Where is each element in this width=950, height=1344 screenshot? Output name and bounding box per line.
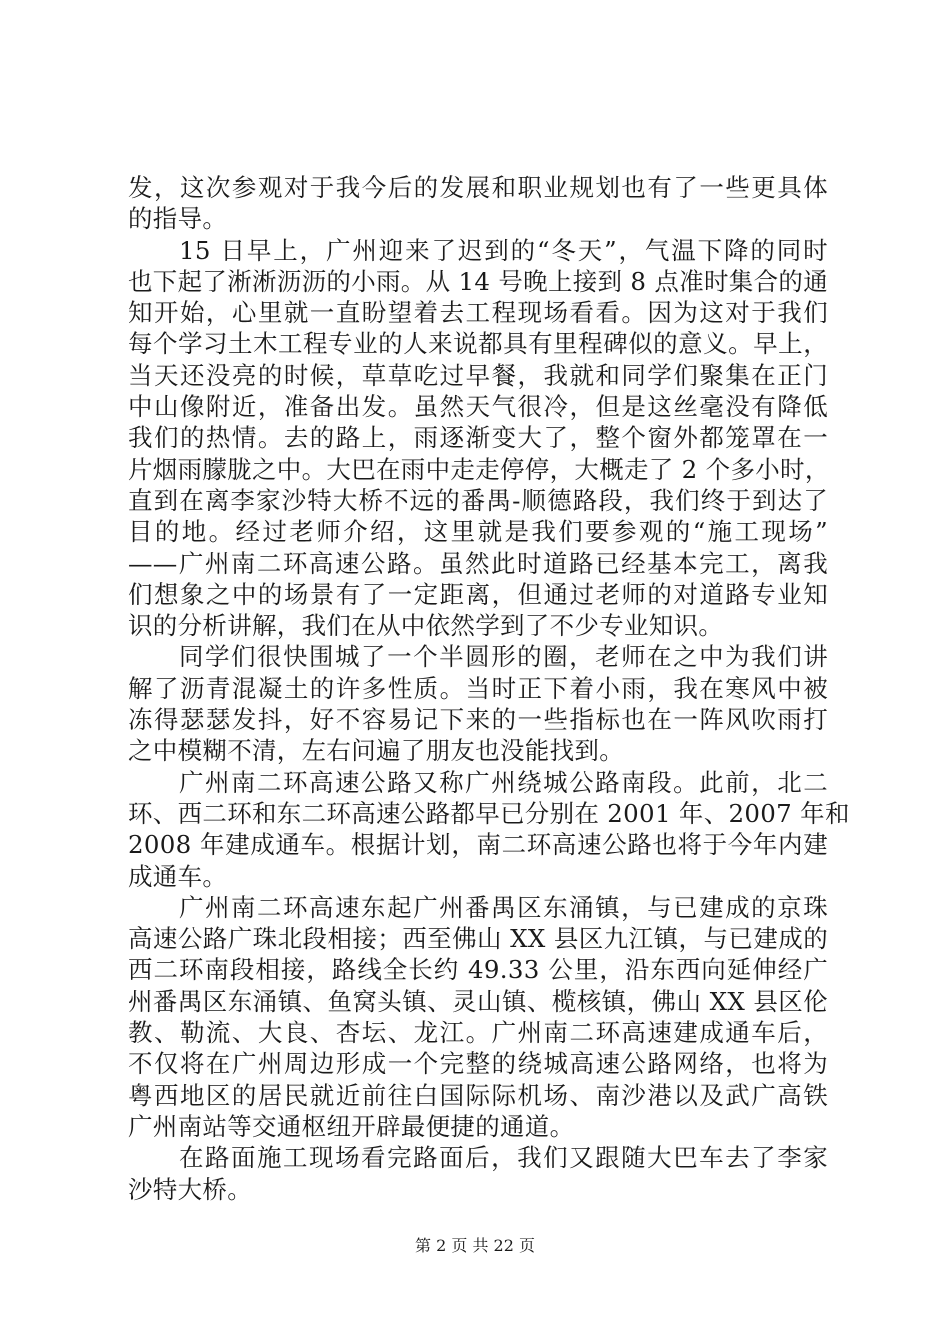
text-line: 解了沥青混凝土的许多性质。当时正下着小雨，我在寒风中被 [128,673,828,703]
text-line: 沙特大桥。 [128,1174,252,1204]
text-line: 每个学习土木工程专业的人来说都具有里程碑似的意义。早上， [128,329,828,359]
text-line: 高速公路广珠北段相接；西至佛山 XX 县区九江镇，与已建成的 [128,924,828,954]
text-line: 目的地。经过老师介绍，这里就是我们要参观的“施工现场” [128,517,828,547]
document-body [128,172,850,1205]
text-line: 同学们很快围城了一个半圆形的圈，老师在之中为我们讲 [179,642,828,672]
text-line: 15 日早上，广州迎来了迟到的“冬天”，气温下降的同时 [179,235,828,265]
text-line: 环、西二环和东二环高速公路都早已分别在 2001 年、2007 年和 [128,798,850,828]
text-line: 片烟雨朦胧之中。大巴在雨中走走停停，大概走了 2 个多小时， [128,454,830,484]
text-line: 冻得瑟瑟发抖，好不容易记下来的一些指标也在一阵风吹雨打 [128,705,828,735]
text-line: 西二环南段相接，路线全长约 49.33 公里，沿东西向延伸经广 [128,955,828,985]
text-line: 广州南二环高速公路又称广州绕城公路南段。此前，北二 [179,767,828,797]
text-line: 不仅将在广州周边形成一个完整的绕城高速公路网络，也将为 [128,1049,828,1079]
text-line: 的指导。 [128,204,228,234]
text-line: 中山像附近，准备出发。虽然天气很冷，但是这丝毫没有降低 [128,392,828,422]
text-line: 也下起了淅淅沥沥的小雨。从 14 号晚上接到 8 点准时集合的通 [128,266,829,296]
page-footer: 第 2 页 共 22 页 [415,1236,535,1255]
text-line: 在路面施工现场看完路面后，我们又跟随大巴车去了李家 [179,1143,828,1173]
text-line: 成通车。 [128,861,228,891]
text-line: 直到在离李家沙特大桥不远的番禺-顺德路段，我们终于到达了 [128,485,828,515]
text-line: 当天还没亮的时候，草草吃过早餐，我就和同学们聚集在正门 [128,360,828,390]
text-line: 知开始，心里就一直盼望着去工程现场看看。因为这对于我们 [128,298,828,328]
text-line: 2008 年建成通车。根据计划，南二环高速公路也将于今年内建 [128,830,828,860]
text-line: 粤西地区的居民就近前往白国际际机场、南沙港以及武广高铁 [128,1080,828,1110]
text-line: 发，这次参观对于我今后的发展和职业规划也有了一些更具体 [128,173,828,202]
text-line: 我们的热情。去的路上，雨逐渐变大了，整个窗外都笼罩在一 [128,423,828,453]
text-line: 广州南站等交通枢纽开辟最便捷的通道。 [128,1111,575,1141]
text-line: 州番禺区东涌镇、鱼窝头镇、灵山镇、榄核镇，佛山 XX 县区伦 [128,986,828,1016]
text-line: 教、勒流、大良、杏坛、龙江。广州南二环高速建成通车后， [128,1018,828,1048]
text-line: 识的分析讲解，我们在从中依然学到了不少专业知识。 [128,611,724,641]
text-line: 们想象之中的场景有了一定距离，但通过老师的对道路专业知 [128,579,828,609]
text-line: ——广州南二环高速公路。虽然此时道路已经基本完工，离我 [128,548,828,578]
text-line: 之中模糊不清，左右问遍了朋友也没能找到。 [128,736,624,766]
text-line: 广州南二环高速东起广州番禺区东涌镇，与已建成的京珠 [179,892,828,922]
